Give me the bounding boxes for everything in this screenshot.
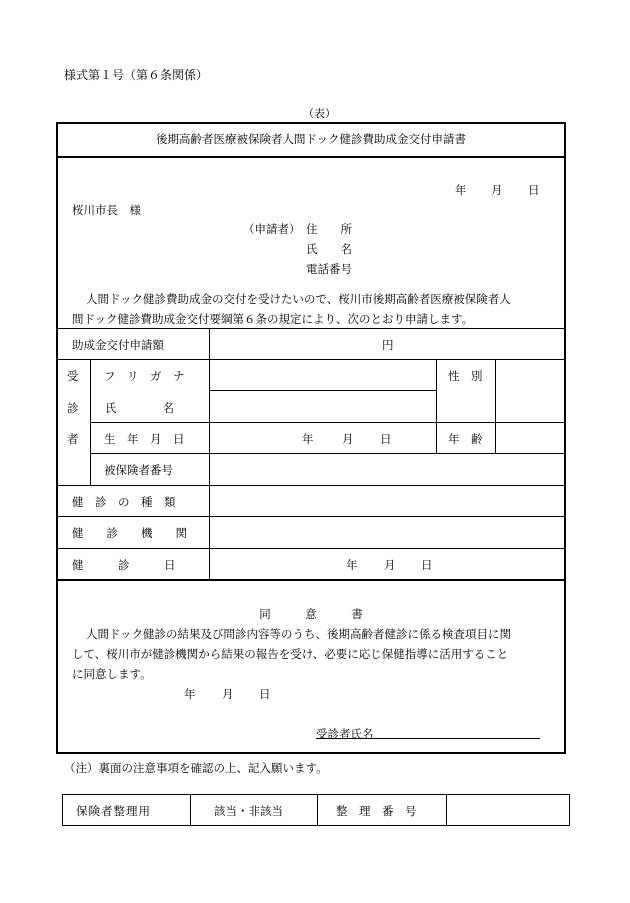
age-label: 年 齢 xyxy=(448,432,483,446)
birth-day-label: 日 xyxy=(380,432,392,446)
insured-number-label: 被保険者番号 xyxy=(104,463,173,477)
signature-label: 受診者氏名 xyxy=(316,727,374,741)
applicable-label: 該当・非該当 xyxy=(214,804,283,818)
applicant-address-label: 住 所 xyxy=(306,222,352,236)
amount-label: 助成金交付申請額 xyxy=(72,338,164,352)
date-year-label: 年 xyxy=(455,183,467,197)
insurer-table-divider xyxy=(317,794,318,826)
exam-year-label: 年 xyxy=(346,558,358,572)
addressee: 桜川市長 様 xyxy=(72,203,141,217)
consent-title: 同 意 書 xyxy=(259,607,363,621)
table-line xyxy=(90,422,565,423)
name-label: 氏 名 xyxy=(105,401,174,415)
insurer-label: 保険者整理用 xyxy=(76,804,151,818)
applicant-name-label: 氏 名 xyxy=(306,242,352,256)
table-line xyxy=(90,453,565,454)
note: （注）裏面の注意事項を確認の上、記入願います。 xyxy=(64,761,328,775)
exam-institution-label: 健 診 機 関 xyxy=(72,526,187,540)
examinee-char-2: 診 xyxy=(67,401,79,415)
birth-month-label: 月 xyxy=(342,432,354,446)
yen-label: 円 xyxy=(382,338,394,352)
table-line xyxy=(90,359,91,485)
table-line xyxy=(209,328,210,579)
table-bottom-border xyxy=(56,579,566,581)
table-line xyxy=(57,328,565,329)
consent-line2: して、桜川市が健診機関から結果の報告を受け、必要に応じ保健指導に活用すること xyxy=(72,647,509,661)
consent-line1: 人間ドック健診の結果及び問診内容等のうち、後期高齢者健診に係る検査項目に関 xyxy=(86,627,512,641)
title-divider xyxy=(56,156,566,158)
form-title: 後期高齢者医療被保険者人間ドック健診費助成金交付申請書 xyxy=(155,132,467,146)
form-number: 様式第１号（第６条関係） xyxy=(64,68,209,82)
intro-text-line1: 人間ドック健診費助成金の交付を受けたいので、桜川市後期高齢者医療被保険者人 xyxy=(86,292,511,306)
birth-year-label: 年 xyxy=(302,432,314,446)
consent-day-label: 日 xyxy=(259,687,271,701)
exam-month-label: 月 xyxy=(384,558,396,572)
date-month-label: 月 xyxy=(491,183,503,197)
table-line xyxy=(57,359,565,360)
date-day-label: 日 xyxy=(528,183,540,197)
examinee-char-1: 受 xyxy=(67,369,79,383)
number-label: 整 理 番 号 xyxy=(336,804,417,818)
applicant-phone-label: 電話番号 xyxy=(306,262,352,276)
table-line xyxy=(57,485,565,486)
insurer-table-divider xyxy=(446,794,447,826)
exam-day-label: 日 xyxy=(421,558,433,572)
examinee-char-3: 者 xyxy=(67,432,79,446)
insurer-table-divider xyxy=(190,794,191,826)
table-line xyxy=(57,548,565,549)
intro-text-line2: 間ドック健診費助成金交付要綱第６条の規定により、次のとおり申請します。 xyxy=(72,312,474,326)
birthdate-label: 生 年 月 日 xyxy=(104,432,185,446)
consent-month-label: 月 xyxy=(222,687,234,701)
gender-label: 性 別 xyxy=(448,369,483,383)
exam-date-label: 健 診 日 xyxy=(72,558,176,572)
table-line xyxy=(209,390,436,391)
exam-type-label: 健 診 の 種 類 xyxy=(72,495,176,509)
table-line xyxy=(436,359,437,453)
table-line xyxy=(495,359,496,453)
table-line xyxy=(57,516,565,517)
side-label: （表） xyxy=(303,107,336,120)
applicant-label: （申請者） xyxy=(243,222,301,236)
signature-line xyxy=(316,738,540,739)
consent-year-label: 年 xyxy=(184,687,196,701)
consent-line3: に同意します。 xyxy=(72,667,152,681)
furigana-label: フ リ ガ ナ xyxy=(104,369,185,383)
